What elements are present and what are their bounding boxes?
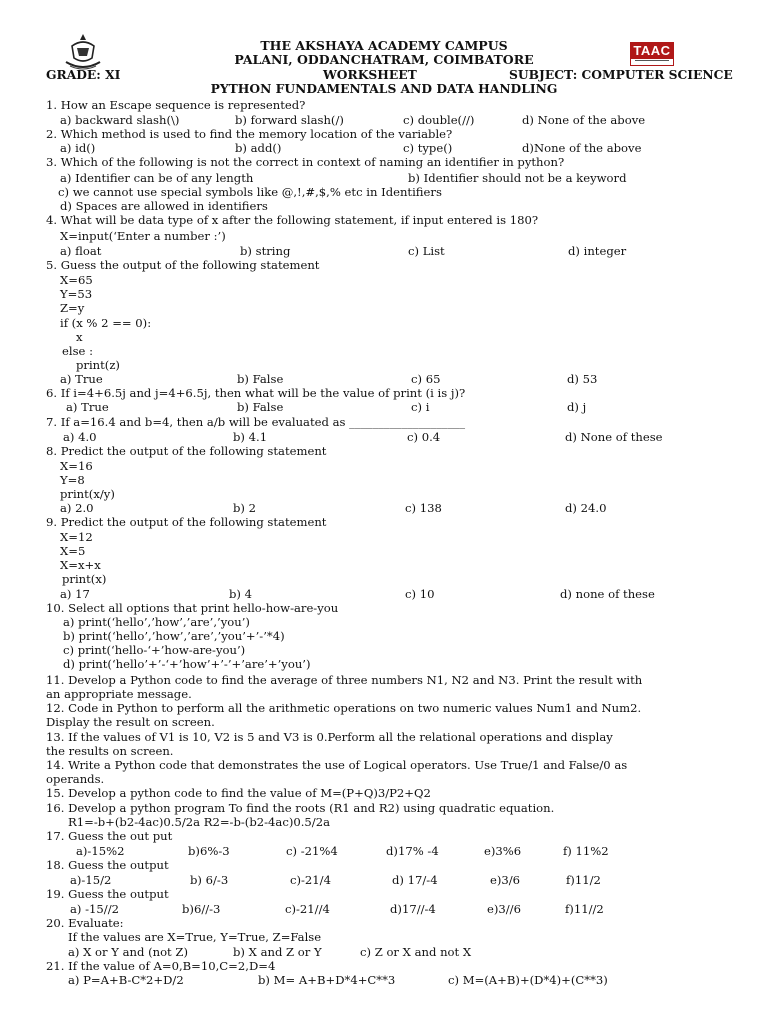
worksheet-line: operands.: [46, 772, 105, 786]
worksheet-line: else :: [62, 344, 93, 358]
worksheet-line: 18. Guess the output: [46, 858, 169, 872]
worksheet-line: c) M=(A+B)+(D*4)+(C**3): [448, 973, 608, 987]
worksheet-line: b) string: [240, 244, 291, 258]
worksheet-line: a) P=A+B-C*2+D/2: [68, 973, 184, 987]
worksheet-line: c) type(): [403, 141, 453, 155]
worksheet-line: X=x+x: [60, 558, 101, 572]
worksheet-line: a) True: [60, 372, 103, 386]
worksheet-line: c) 10: [405, 587, 435, 601]
worksheet-line: b)6%-3: [188, 844, 230, 858]
worksheet-line: 8. Predict the output of the following statement: [46, 444, 327, 458]
worksheet-line: c) i: [411, 400, 430, 414]
worksheet-line: print(x/y): [60, 487, 115, 501]
worksheet-line: Display the result on screen.: [46, 715, 215, 729]
worksheet-line: f) 11%2: [563, 844, 609, 858]
worksheet-line: c) -21%4: [286, 844, 338, 858]
worksheet-line: b) print(‘hello’,’how’,’are’,’you’+’-’*4): [63, 629, 285, 643]
worksheet-line: X=16: [60, 459, 93, 473]
worksheet-line: d) print(‘hello’+’-‘+’how’+’-’+’are’+’you’): [63, 657, 311, 671]
worksheet-line: print(x): [62, 572, 107, 586]
worksheet-line: Y=53: [60, 287, 93, 301]
worksheet-line: e)3/6: [490, 873, 521, 887]
worksheet-line: d) Spaces are allowed in identifiers: [60, 199, 268, 213]
grade-label: GRADE: XI: [46, 67, 121, 82]
worksheet-line: a) -15//2: [70, 902, 119, 916]
worksheet-line: 13. If the values of V1 is 10, V2 is 5 and V3 is 0.Perform all the relational operations and display: [46, 730, 613, 744]
worksheet-line: Z=y: [60, 301, 85, 315]
worksheet-line: 5. Guess the output of the following statement: [46, 258, 320, 272]
worksheet-line: 9. Predict the output of the following statement: [46, 515, 327, 529]
worksheet-line: 21. If the value of A=0,B=10,C=2,D=4: [46, 959, 276, 973]
worksheet-line: b) 4: [229, 587, 253, 601]
worksheet-line: a) 2.0: [60, 501, 94, 515]
worksheet-line: X=65: [60, 273, 93, 287]
worksheet-line: 3. Which of the following is not the correct in context of naming an identifier in python?: [46, 155, 565, 169]
worksheet-line: an appropriate message.: [46, 687, 192, 701]
worksheet-line: d) None of these: [565, 430, 663, 444]
worksheet-line: 6. If i=4+6.5j and j=4+6.5j, then what will be the value of print (i is j)?: [46, 386, 466, 400]
worksheet-line: d) None of the above: [522, 113, 646, 127]
worksheet-line: 20. Evaluate:: [46, 916, 124, 930]
worksheet-line: 4. What will be data type of x after the following statement, if input entered is 180?: [46, 213, 539, 227]
worksheet-line: 15. Develop a python code to find the value of M=(P+Q)3/P2+Q2: [46, 786, 431, 800]
worksheet-line: a) float: [60, 244, 102, 258]
worksheet-line: if (x % 2 == 0):: [60, 316, 152, 330]
school-name: THE AKSHAYA ACADEMY CAMPUS: [260, 38, 508, 53]
worksheet-line: b) False: [237, 372, 284, 386]
worksheet-line: a) True: [66, 400, 109, 414]
worksheet-line: d) 53: [567, 372, 598, 386]
worksheet-line: d) integer: [568, 244, 627, 258]
worksheet-line: X=12: [60, 530, 93, 544]
worksheet-line: f)11/2: [566, 873, 601, 887]
worksheet-line: d) j: [567, 400, 587, 414]
worksheet-line: X=5: [60, 544, 86, 558]
worksheet-line: 14. Write a Python code that demonstrates the use of Logical operators. Use True/1 and False/0 as: [46, 758, 628, 772]
worksheet-line: d) 17/-4: [392, 873, 438, 887]
worksheet-line: a)-15%2: [76, 844, 125, 858]
worksheet-line: print(z): [76, 358, 120, 372]
worksheet-line: d) none of these: [560, 587, 655, 601]
worksheet-line: 1. How an Escape sequence is represented?: [46, 98, 306, 112]
worksheet-label: WORKSHEET: [323, 67, 417, 82]
worksheet-line: b) Identifier should not be a keyword: [408, 171, 627, 185]
worksheet-line: b) M= A+B+D*4+C**3: [258, 973, 396, 987]
school-address: PALANI, ODDANCHATRAM, COIMBATORE: [234, 52, 534, 67]
worksheet-line: the results on screen.: [46, 744, 174, 758]
worksheet-line: b) add(): [235, 141, 282, 155]
worksheet-line: b) 2: [233, 501, 257, 515]
worksheet-line: e)3%6: [484, 844, 522, 858]
worksheet-line: If the values are X=True, Y=True, Z=False: [68, 930, 322, 944]
worksheet-line: b) 6/-3: [190, 873, 229, 887]
worksheet-line: a) 17: [60, 587, 90, 601]
worksheet-line: R1=-b+(b2-4ac)0.5/2a R2=-b-(b2-4ac)0.5/2a: [68, 815, 330, 829]
worksheet-line: 11. Develop a Python code to find the average of three numbers N1, N2 and N3. Print the result with: [46, 673, 643, 687]
taac-logo-text: TAAC: [631, 43, 673, 59]
worksheet-line: a) print(‘hello’,’how’,’are’,’you’): [63, 615, 250, 629]
worksheet-line: a) id(): [60, 141, 96, 155]
worksheet-line: c) we cannot use special symbols like @,!,#,$,% etc in Identifiers: [58, 185, 442, 199]
worksheet-line: 7. If a=16.4 and b=4, then a/b will be evaluated as ____________________: [46, 415, 466, 429]
worksheet-line: 19. Guess the output: [46, 887, 169, 901]
worksheet-line: 16. Develop a python program To find the roots (R1 and R2) using quadratic equation.: [46, 801, 555, 815]
worksheet-line: 17. Guess the out put: [46, 829, 173, 843]
worksheet-line: X=input(‘Enter a number :’): [60, 229, 226, 243]
worksheet-line: b) False: [237, 400, 284, 414]
worksheet-line: a) 4.0: [63, 430, 97, 444]
worksheet-line: c)-21/4: [290, 873, 331, 887]
worksheet-line: f)11//2: [565, 902, 604, 916]
worksheet-line: 12. Code in Python to perform all the arithmetic operations on two numeric values Num1 and Num2.: [46, 701, 642, 715]
worksheet-line: a) X or Y and (not Z): [68, 945, 188, 959]
worksheet-line: x: [76, 330, 83, 344]
worksheet-line: c)-21//4: [285, 902, 330, 916]
worksheet-line: 2. Which method is used to find the memory location of the variable?: [46, 127, 453, 141]
worksheet-line: Y=8: [60, 473, 85, 487]
worksheet-line: 10. Select all options that print hello-how-are-you: [46, 601, 339, 615]
worksheet-line: c) Z or X and not X: [360, 945, 472, 959]
worksheet-line: b)6//-3: [182, 902, 221, 916]
worksheet-line: c) print(‘hello-‘+’how-are-you’): [63, 643, 246, 657]
worksheet-line: d)17% -4: [386, 844, 439, 858]
worksheet-line: c) 0.4: [407, 430, 441, 444]
worksheet-line: e)3//6: [487, 902, 521, 916]
worksheet-title: PYTHON FUNDAMENTALS AND DATA HANDLING: [210, 81, 558, 96]
subject-label: SUBJECT: COMPUTER SCIENCE: [509, 67, 733, 82]
worksheet-line: d) 24.0: [565, 501, 607, 515]
worksheet-line: a) backward slash(\): [60, 113, 180, 127]
worksheet-line: a) Identifier can be of any length: [60, 171, 254, 185]
worksheet-line: d)None of the above: [522, 141, 642, 155]
worksheet-line: d)17//-4: [390, 902, 436, 916]
worksheet-line: c) List: [408, 244, 445, 258]
worksheet-line: b) 4.1: [233, 430, 268, 444]
worksheet-line: c) 65: [411, 372, 441, 386]
worksheet-line: b) forward slash(/): [235, 113, 344, 127]
worksheet-line: b) X and Z or Y: [233, 945, 322, 959]
worksheet-line: c) double(//): [403, 113, 475, 127]
worksheet-line: a)-15/2: [70, 873, 112, 887]
worksheet-line: c) 138: [405, 501, 442, 515]
